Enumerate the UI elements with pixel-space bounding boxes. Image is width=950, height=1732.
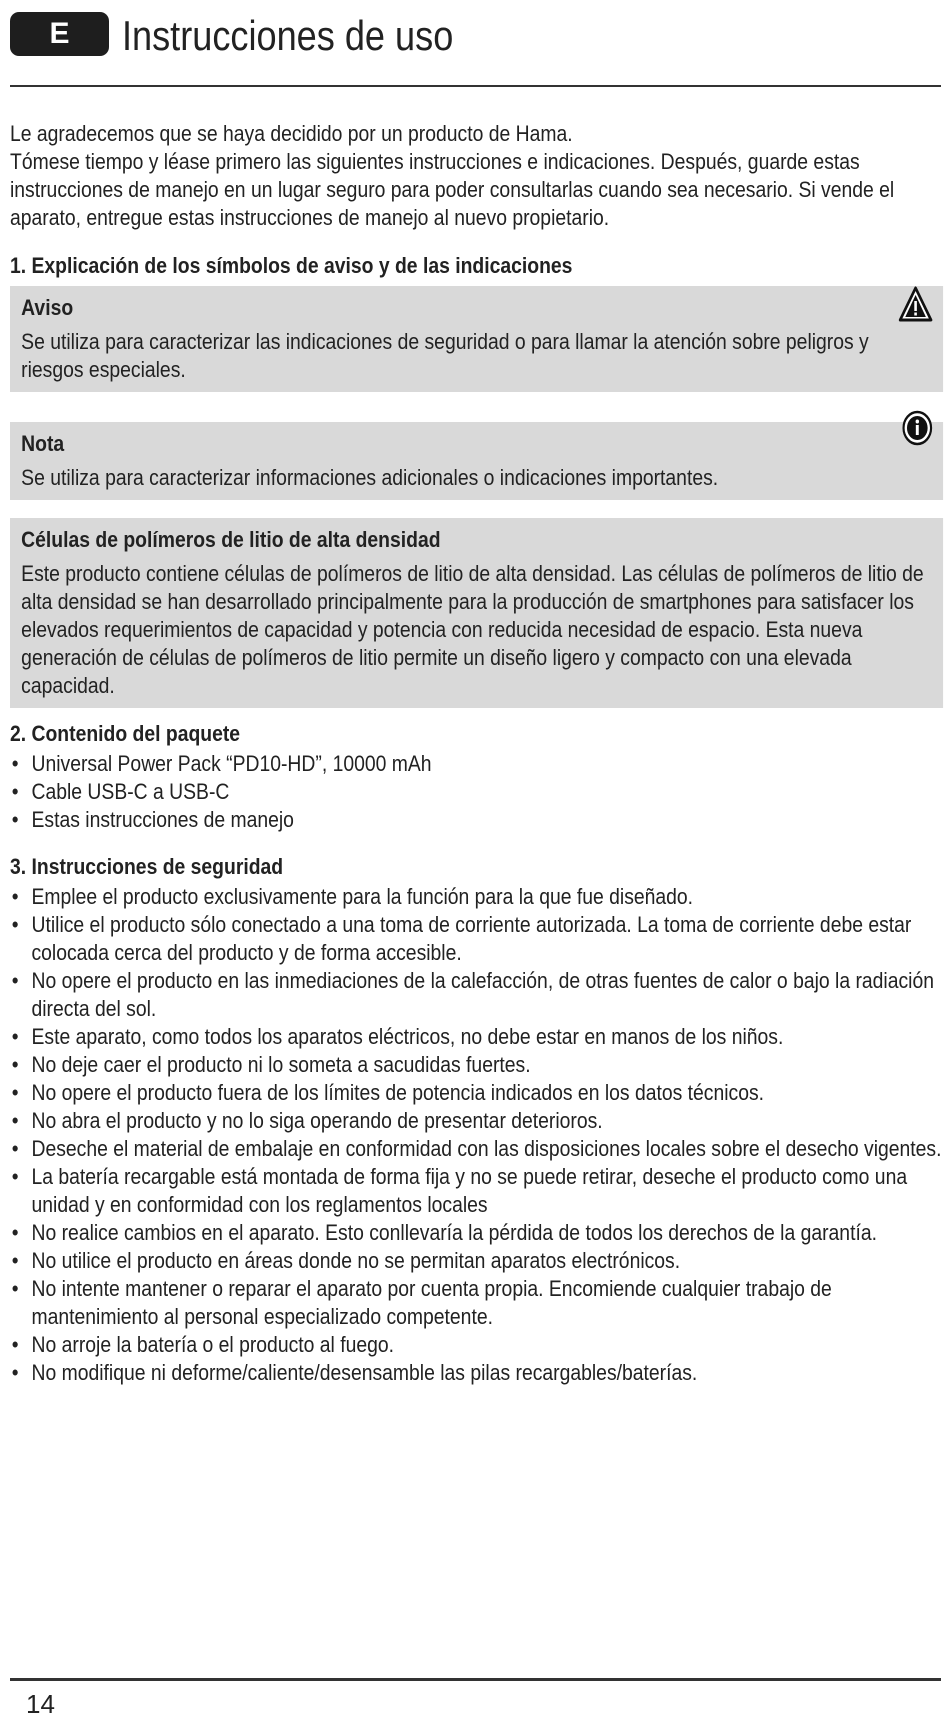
list-item: • Deseche el material de embalaje en conformidad con las disposiciones locales sobre el desecho vigentes. <box>11 1136 942 1161</box>
list-item-text: No utilice el producto en áreas donde no se permitan aparatos electrónicos. <box>31 1248 681 1273</box>
list-item-text: Emplee el producto exclusivamente para la función para la que fue diseñado. <box>31 884 694 909</box>
list-item: • Este aparato, como todos los aparatos eléctricos, no debe estar en manos de los niños. <box>11 1024 784 1049</box>
list-item: • No opere el producto fuera de los límites de potencia indicados en los datos técnicos. <box>11 1080 765 1105</box>
list-item-text: Este aparato, como todos los aparatos eléctricos, no debe estar en manos de los niños. <box>31 1024 784 1049</box>
list-item-text: No opere el producto fuera de los límites de potencia indicados en los datos técnicos. <box>31 1080 765 1105</box>
section-1-heading: 1. Explicación de los símbolos de aviso y de las indicaciones <box>10 253 573 278</box>
list-item-text: Cable USB-C a USB-C <box>31 779 230 804</box>
list-item-text: No intente mantener o reparar el aparato por cuenta propia. Encomiende cualquier trabajo de mantenimiento al personal especializado competente. <box>31 1276 832 1329</box>
lithium-cells-text: Este producto contiene células de polímeros de litio de alta densidad. Las células de polímeros de litio de alta densidad se han desarrollado principalmente para la producción de smartphones para satisfacer los elevados requerimientos de capacidad y potencia con reducida necesidad de espacio. Esta nueva generación de células de polímeros de litio permite un diseño ligero y compacto con una elevada capacidad. <box>21 561 924 698</box>
note-box <box>10 422 943 500</box>
list-item-text: No deje caer el producto ni lo someta a sacudidas fuertes. <box>31 1052 531 1077</box>
page-title: Instrucciones de uso <box>122 12 454 59</box>
list-item-text: La batería recargable está montada de forma fija y no se puede retirar, deseche el producto como una unidad y en conformidad con los reglamentos locales <box>31 1164 908 1217</box>
list-item: • Estas instrucciones de manejo <box>11 807 294 832</box>
list-item: • No arroje la batería o el producto al fuego. <box>11 1332 395 1357</box>
list-item-text: No opere el producto en las inmediaciones de la calefacción, de otras fuentes de calor o bajo la radiación directa del sol. <box>31 968 934 1021</box>
note-text: Se utiliza para caracterizar informaciones adicionales o indicaciones importantes. <box>21 465 719 490</box>
header-divider <box>10 85 941 87</box>
note-title: Nota <box>21 431 65 456</box>
list-item: • No deje caer el producto ni lo someta a sacudidas fuertes. <box>11 1052 531 1077</box>
section-2-heading: 2. Contenido del paquete <box>10 721 241 746</box>
info-icon <box>902 410 933 446</box>
intro-paragraph: Tómese tiempo y léase primero las siguientes instrucciones e indicaciones. Después, guarde estas instrucciones de manejo en un lugar seguro para poder consultarlas cuando sea necesario. Si vende el aparato, entregue estas instrucciones de manejo al nuevo propietario. <box>10 149 895 230</box>
footer-divider <box>10 1678 941 1681</box>
list-item: • No intente mantener o reparar el aparato por cuenta propia. Encomiende cualquier trabajo de mantenimiento al personal especializado competente. <box>11 1276 832 1329</box>
list-item-text: No arroje la batería o el producto al fuego. <box>31 1332 395 1357</box>
list-item-text: Utilice el producto sólo conectado a una toma de corriente autorizada. La toma de corriente debe estar colocada cerca del producto y de forma accesible. <box>31 912 912 965</box>
warning-text: Se utiliza para caracterizar las indicaciones de seguridad o para llamar la atención sobre peligros y riesgos especiales. <box>21 329 869 382</box>
list-item-text: No modifique ni deforme/caliente/desensamble las pilas recargables/baterías. <box>31 1360 698 1385</box>
lithium-cells-box <box>10 518 943 708</box>
list-item: • No realice cambios en el aparato. Esto conllevaría la pérdida de todos los derechos de la garantía. <box>11 1220 877 1245</box>
list-item: • Cable USB-C a USB-C <box>11 779 230 804</box>
list-item: • No abra el producto y no lo siga operando de presentar deterioros. <box>11 1108 603 1133</box>
warning-box <box>10 286 943 392</box>
list-item: • No opere el producto en las inmediaciones de la calefacción, de otras fuentes de calor o bajo la radiación directa del sol. <box>11 968 934 1021</box>
list-item: • Utilice el producto sólo conectado a una toma de corriente autorizada. La toma de corriente debe estar colocada cerca del producto y de forma accesible. <box>11 912 912 965</box>
safety-instructions-list <box>10 883 943 1387</box>
intro-line-1: Le agradecemos que se haya decidido por un producto de Hama. <box>10 121 573 146</box>
list-item: • La batería recargable está montada de forma fija y no se puede retirar, deseche el producto como una unidad y en conformidad con los reglamentos locales <box>11 1164 908 1217</box>
package-contents-list <box>10 750 943 834</box>
list-item-text: No abra el producto y no lo siga operando de presentar deterioros. <box>31 1108 603 1133</box>
list-item-text: Universal Power Pack “PD10-HD”, 10000 mAh <box>31 751 432 776</box>
section-3-heading: 3. Instrucciones de seguridad <box>10 854 284 879</box>
main-content <box>10 120 943 1387</box>
page-number: 14 <box>26 1689 55 1719</box>
language-badge: E <box>10 12 109 56</box>
list-item-text: Deseche el material de embalaje en conformidad con las disposiciones locales sobre el desecho vigentes. <box>31 1136 942 1161</box>
list-item-text: No realice cambios en el aparato. Esto conllevaría la pérdida de todos los derechos de la garantía. <box>31 1220 877 1245</box>
list-item: • No utilice el producto en áreas donde no se permitan aparatos electrónicos. <box>11 1248 681 1273</box>
list-item: • No modifique ni deforme/caliente/desensamble las pilas recargables/baterías. <box>11 1360 698 1385</box>
list-item: • Universal Power Pack “PD10-HD”, 10000 mAh <box>11 751 432 776</box>
warning-triangle-icon <box>898 286 932 322</box>
list-item: • Emplee el producto exclusivamente para la función para la que fue diseñado. <box>11 884 694 909</box>
lithium-cells-title: Células de polímeros de litio de alta densidad <box>21 527 441 552</box>
warning-title: Aviso <box>21 295 74 320</box>
list-item-text: Estas instrucciones de manejo <box>31 807 294 832</box>
